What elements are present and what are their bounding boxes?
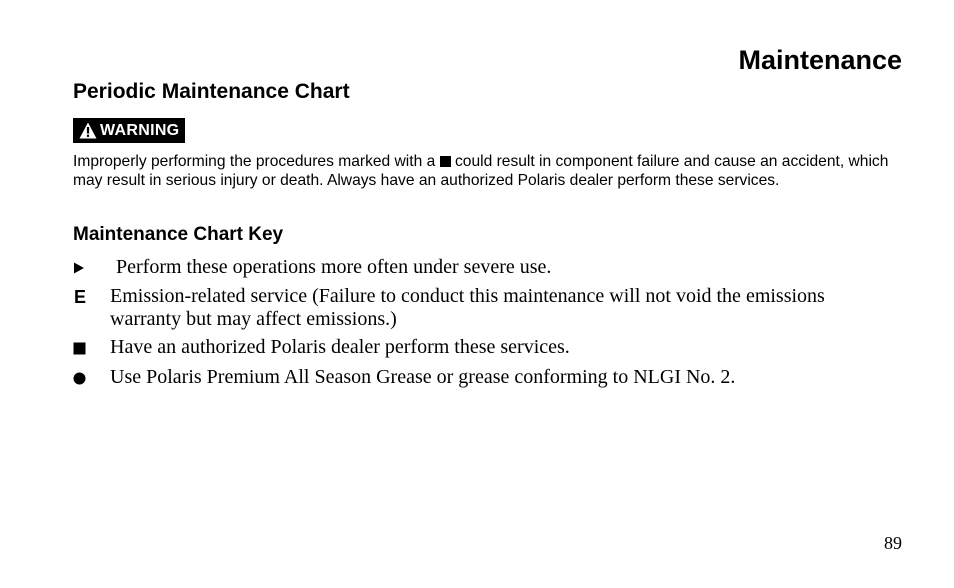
chart-heading: Periodic Maintenance Chart (73, 80, 350, 103)
key-heading: Maintenance Chart Key (73, 224, 284, 245)
emission-letter: E (74, 287, 87, 307)
key-item-severe-use (73, 256, 873, 280)
warning-triangle-icon (79, 122, 97, 139)
key-item-emission (73, 285, 873, 330)
warning-body-after: could result in component failure and cause an accident, which may result in serious injury or death. Always have an authorized Polaris dealer perform these services. (73, 153, 889, 189)
black-circle-icon (73, 366, 110, 390)
key-item-dealer (73, 336, 873, 360)
key-item-text: Perform these operations more often under severe use. (116, 256, 552, 278)
warning-label: WARNING (100, 121, 180, 139)
right-triangle-icon (73, 256, 110, 280)
warning-body (73, 153, 903, 190)
warning-body-before: Improperly performing the procedures marked with a (73, 153, 436, 170)
page-number: 89 (884, 533, 902, 553)
black-square-icon (440, 156, 451, 167)
key-item-text: Have an authorized Polaris dealer perform these services. (110, 336, 570, 358)
key-item-grease (73, 366, 873, 390)
key-item-text: Emission-related service (Failure to conduct this maintenance will not void the emissions warranty but may affect emissions.) (110, 285, 825, 330)
warning-badge (73, 118, 185, 143)
section-title: Maintenance (738, 45, 902, 75)
black-square-icon (73, 336, 110, 360)
key-item-text: Use Polaris Premium All Season Grease or grease conforming to NLGI No. 2. (110, 366, 736, 388)
emission-symbol (73, 285, 110, 309)
